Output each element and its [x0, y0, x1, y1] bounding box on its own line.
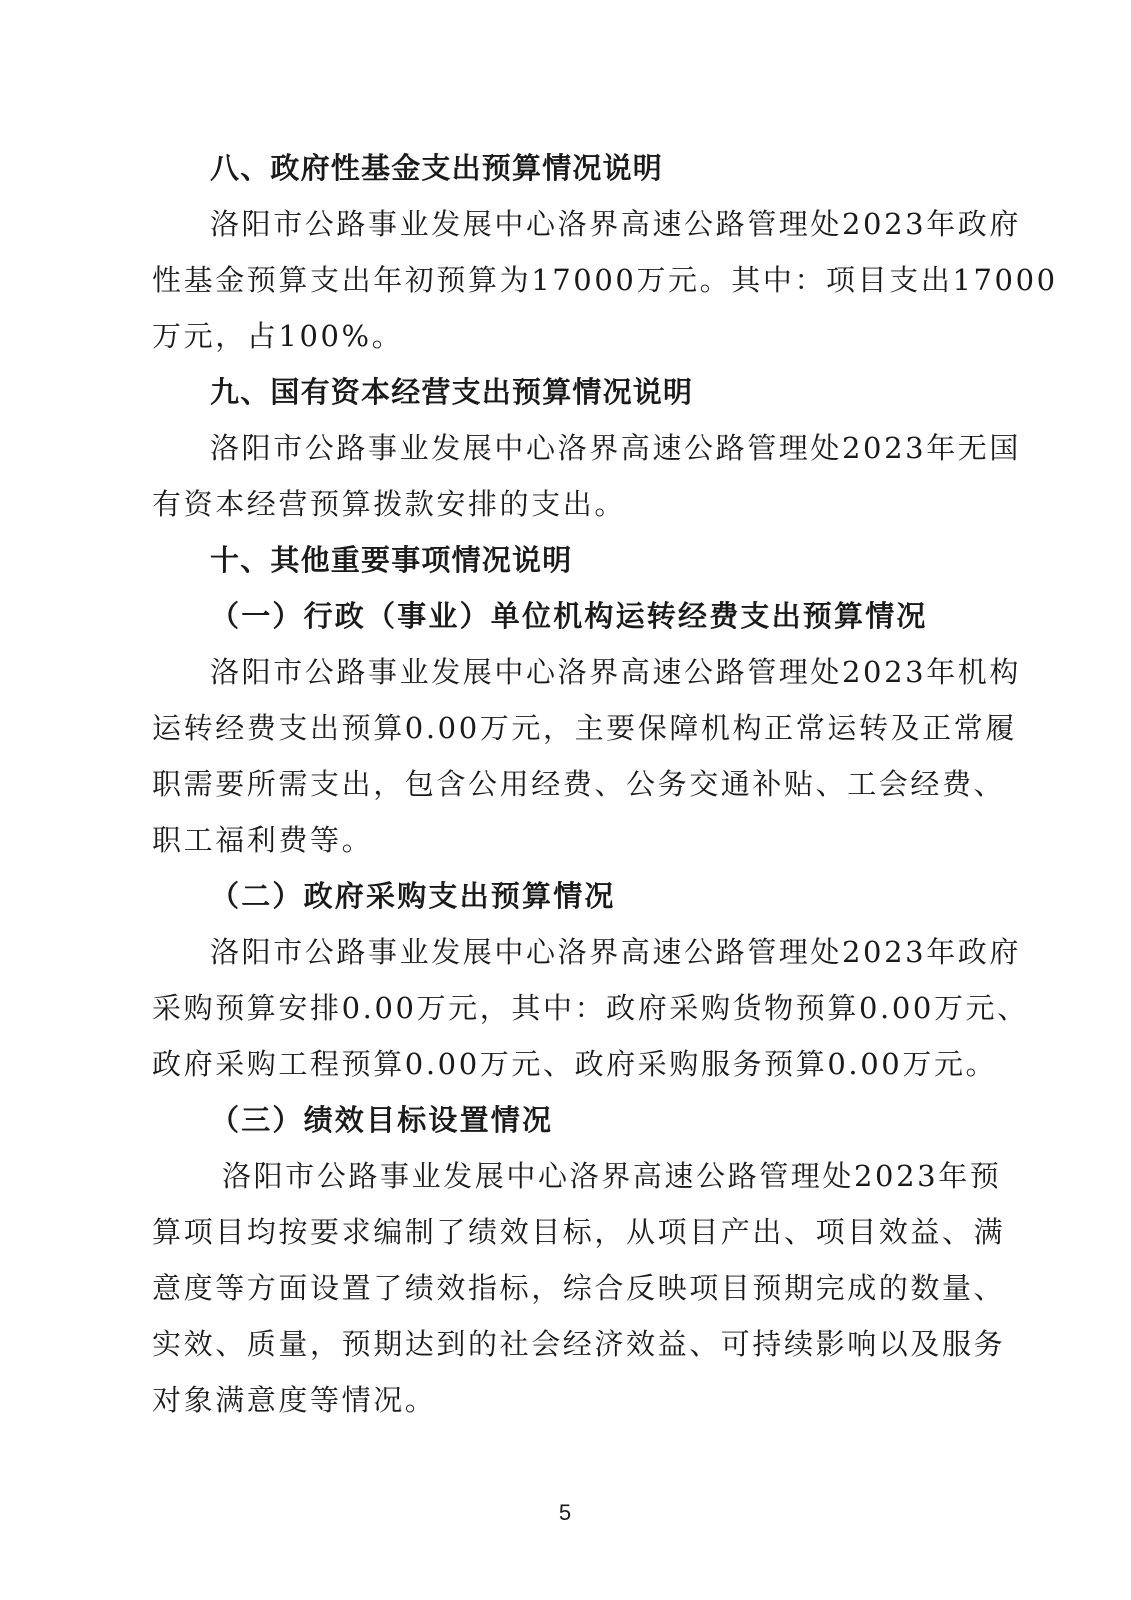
paragraph-line: 职需要所需支出，包含公用经费、公务交通补贴、工会经费、: [152, 767, 1006, 801]
paragraph-line: 洛阳市公路事业发展中心洛界高速公路管理处2023年机构: [210, 655, 1022, 689]
paragraph-line: 洛阳市公路事业发展中心洛界高速公路管理处2023年无国: [210, 431, 1022, 465]
paragraph-line: 意度等方面设置了绩效指标，综合反映项目预期完成的数量、: [152, 1271, 1006, 1305]
paragraph-line: 对象满意度等情况。: [152, 1383, 437, 1417]
paragraph-line: 洛阳市公路事业发展中心洛界高速公路管理处2023年政府: [210, 207, 1022, 241]
paragraph-line: 万元，占100%。: [152, 319, 404, 353]
paragraph-line: 有资本经营预算拨款安排的支出。: [152, 487, 627, 521]
paragraph-line: 性基金预算支出年初预算为17000万元。其中：项目支出17000: [152, 263, 1058, 297]
subsection-heading-3: （三）绩效目标设置情况: [210, 1103, 554, 1137]
paragraph-line: 职工福利费等。: [152, 823, 374, 857]
section-heading-8: 八、政府性基金支出预算情况说明: [210, 151, 664, 185]
paragraph-line: 运转经费支出预算0.00万元，主要保障机构正常运转及正常履: [152, 711, 1017, 745]
page-number: 5: [558, 1500, 572, 1525]
paragraph-line: 采购预算安排0.00万元，其中：政府采购货物预算0.00万元、: [152, 991, 1029, 1025]
paragraph-line: 政府采购工程预算0.00万元、政府采购服务预算0.00万元。: [152, 1047, 998, 1081]
paragraph-line: 算项目均按要求编制了绩效目标，从项目产出、项目效益、满: [152, 1215, 1006, 1249]
subsection-heading-1: （一）行政（事业）单位机构运转经费支出预算情况: [210, 599, 928, 633]
paragraph-line: 洛阳市公路事业发展中心洛界高速公路管理处2023年预: [222, 1159, 1002, 1193]
paragraph-line: 洛阳市公路事业发展中心洛界高速公路管理处2023年政府: [210, 935, 1022, 969]
paragraph-line: 实效、质量，预期达到的社会经济效益、可持续影响以及服务: [152, 1327, 1006, 1361]
subsection-heading-2: （二）政府采购支出预算情况: [210, 879, 616, 913]
section-heading-10: 十、其他重要事项情况说明: [210, 543, 573, 577]
section-heading-9: 九、国有资本经营支出预算情况说明: [210, 375, 694, 409]
